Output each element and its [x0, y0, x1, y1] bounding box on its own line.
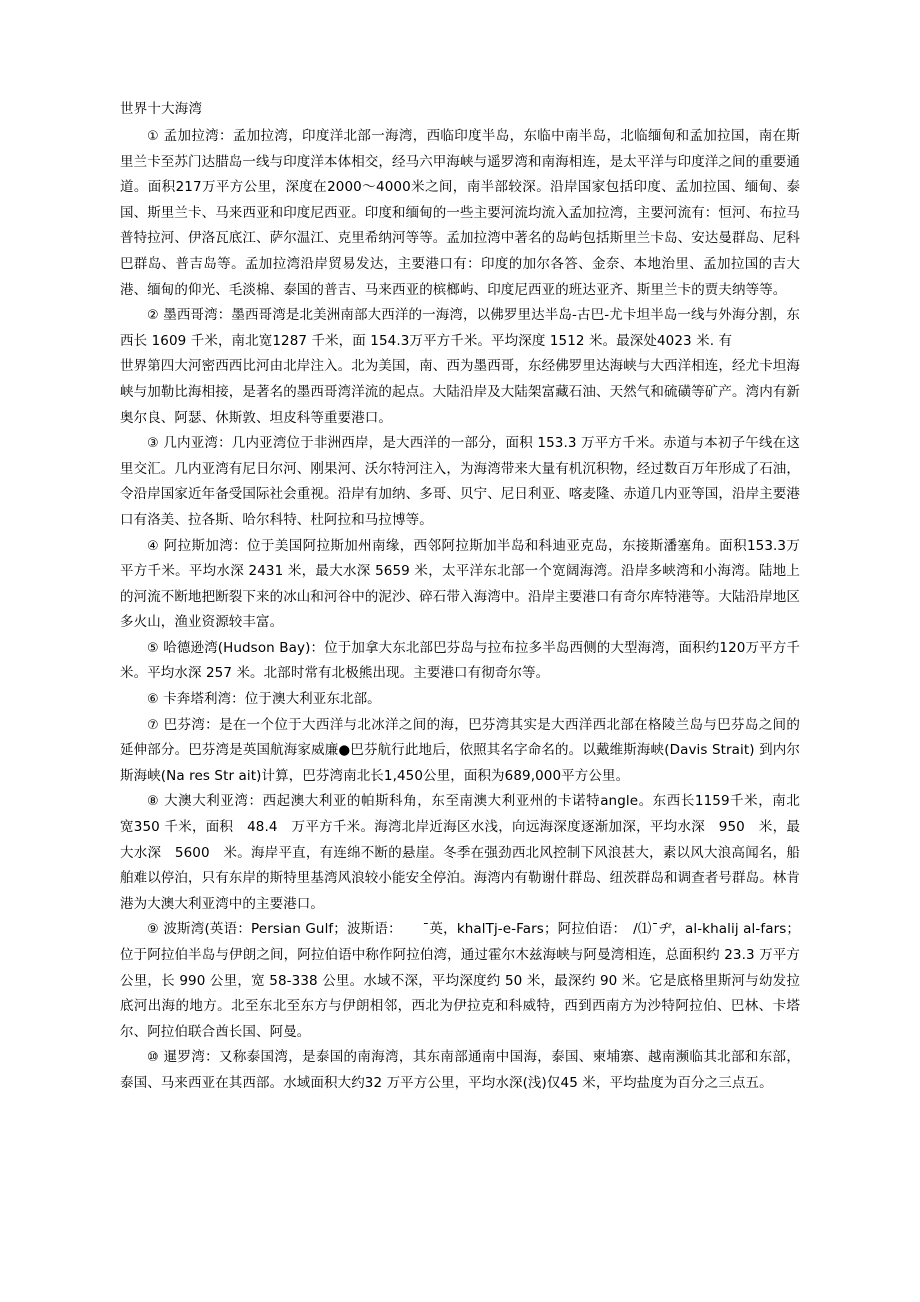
paragraph-6 [120, 636, 800, 687]
paragraph-marker-7: ⑥ [147, 692, 159, 708]
paragraph-1 [120, 124, 800, 303]
paragraph-marker-11: ⑩ [147, 1050, 159, 1066]
paragraph-marker-8: ⑦ [147, 717, 159, 733]
paragraph-text-10: 波斯湾(英语：Persian Gulf；波斯语： ˉ英，khalTj-e-Fars；阿拉伯语： /⑴ˉヂ，al-khalij al-fars；位于阿拉伯半岛与伊朗之间，阿拉伯语中称作阿拉伯湾，通过霍尔木兹海峡与阿曼湾相连，总面积约 23.3 万平方公里，长 990 公里，宽 58-338 公里。水域不深，平均深度约 50 米，最深约 90 米。它是底格里斯河与幼发拉底河出海的地方。北至东北至东方与伊朗相邻，西北为伊拉克和科威特，西到西南方为沙特阿拉伯、巴林、卡塔尔、阿拉伯联合酋长国、阿曼。 [120, 921, 800, 1040]
paragraph-marker-1: ① [147, 129, 159, 144]
paragraph-marker-9: ⑧ [147, 794, 160, 810]
paragraph-7 [120, 687, 800, 713]
paragraph-text-4: 几内亚湾：几内亚湾位于非洲西岸，是大西洋的一部分，面积 153.3 万平方千米。赤道与本初子午线在这里交汇。几内亚湾有尼日尔河、刚果河、沃尔特河注入，为海湾带来大量有机沉积物，经过数百万年形成了石油，令沿岸国家近年备受国际社会重视。沿岸有加纳、多哥、贝宁、尼日利亚、喀麦隆、赤道几内亚等国，沿岸主要港口有洛美、拉各斯、哈尔科特、杜阿拉和马拉博等。 [120, 435, 800, 528]
paragraph-text-5: 阿拉斯加湾：位于美国阿拉斯加州南缘，西邻阿拉斯加半岛和科迪亚克岛，东接斯潘塞角。面积153.3万平方千米。平均水深 2431 米，最大水深 5659 米，太平洋东北部一个宽阔海湾。沿岸多峡湾和小海湾。陆地上的河流不断地把断裂下来的冰山和河谷中的泥沙、碎石带入海湾中。沿岸主要港口有奇尔库特港等。大陆沿岸地区多火山，渔业资源较丰富。 [120, 537, 800, 631]
paragraph-text-2: 墨西哥湾：墨西哥湾是北美洲南部大西洋的一海湾，以佛罗里达半岛-古巴-尤卡坦半岛一线与外海分割，东西长 1609 千米，南北宽1287 千米，面 154.3万平方千米。平均深度 1512 米。最深处4023 米. 有 [120, 307, 800, 349]
paragraph-marker-10: ⑨ [147, 922, 159, 938]
paragraph-marker-6: ⑤ [147, 640, 159, 656]
paragraph-text-11: 暹罗湾：又称泰国湾，是泰国的南海湾，其东南部通南中国海，泰国、柬埔寨、越南濒临其北部和东部，泰国、马来西亚在其西部。水域面积大约32 万平方公里，平均水深(浅)仅45 米，平均盐度为百分之三点五。 [120, 1049, 800, 1091]
paragraph-5 [120, 534, 800, 636]
paragraph-text-7: 卡奔塔利湾：位于澳大利亚东北部。 [163, 691, 381, 708]
page-title: 世界十大海湾 [120, 101, 203, 117]
paragraph-text-1: 孟加拉湾：孟加拉湾，印度洋北部一海湾，西临印度半岛，东临中南半岛，北临缅甸和孟加拉国，南在斯里兰卡至苏门达腊岛一线与印度洋本体相交，经马六甲海峡与遥罗湾和南海相连，是太平洋与印度洋之间的重要通道。面积217万平方公里，深度在2000～4000米之间，南半部较深。沿岸国家包括印度、孟加拉国、缅甸、泰国、斯里兰卡、马来西亚和印度尼西亚。印度和缅甸的一些主要河流均流入孟加拉湾，主要河流有：恒河、布拉马普特拉河、伊洛瓦底江、萨尔温江、克里希纳河等等。孟加拉湾中著名的岛屿包括斯里兰卡岛、安达曼群岛、尼科巴群岛、普吉岛等。孟加拉湾沿岸贸易发达，主要港口有：印度的加尔各答、金奈、本地治里、孟加拉国的吉大港、缅甸的仰光、毛淡棉、泰国的普吉、马来西亚的槟榔屿、印度尼西亚的班达亚齐、斯里兰卡的贾夫纳等等。 [120, 128, 800, 298]
paragraph-text-6: 哈德逊湾(Hudson Bay)：位于加拿大东北部巴芬岛与拉布拉多半岛西侧的大型海湾，面积约120万平方千米。平均水深 257 米。北部时常有北极熊出现。主要港口有彻奇尔等。 [120, 639, 800, 682]
paragraph-text-8: 巴芬湾：是在一个位于大西洋与北冰洋之间的海，巴芬湾其实是大西洋西北部在格陵兰岛与巴芬岛之间的延伸部分。巴芬湾是英国航海家威廉●巴芬航行此地后，依照其名字命名的。以戴维斯海峡(Davis Strait) 到内尔斯海峡(Na res Str ait)计算，巴芬湾南北长1,450公里，面积为689,000平方公里。 [120, 716, 800, 784]
paragraph-text-3: 世界第四大河密西西比河由北岸注入。北为美国，南、西为墨西哥，东经佛罗里达海峡与大西洋相连，经尤卡坦海峡与加勒比海相接，是著名的墨西哥湾洋流的起点。大陆沿岸及大陆架富藏石油、天然气和硫磺等矿产。湾内有新奥尔良、阿瑟、休斯敦、坦皮科等重要港口。 [120, 358, 800, 426]
paragraph-11 [120, 1045, 800, 1096]
paragraph-marker-2: ② [147, 308, 159, 324]
paragraph-text-9: 大澳大利亚湾：西起澳大利亚的帕斯科角，东至南澳大利亚州的卡诺特angle。东西长1159千米，南北 宽350 千米，面积 48.4 万平方千米。海湾北岸近海区水浅，向远海深度逐渐加深，平均水深 950 米，最大水深 5600 米。海岸平直，有连绵不断的悬崖。冬季在强劲西北风控制下风浪甚大，素以风大浪高闻名，船舶难以停泊，只有东岸的斯特里基湾风浪较小能安全停泊。海湾内有勒谢什群岛、纽茨群岛和调查者号群岛。林肯港为大澳大利亚湾中的主要港口。 [120, 793, 814, 912]
paragraph-8 [120, 713, 800, 790]
paragraph-marker-5: ④ [147, 538, 160, 554]
paragraph-9 [120, 789, 814, 917]
paragraph-10 [120, 917, 800, 1045]
paragraph-4 [120, 431, 800, 533]
paragraph-3 [120, 354, 800, 431]
document-body [120, 96, 814, 1097]
paragraph-2 [120, 303, 800, 354]
paragraph-marker-4: ③ [147, 436, 159, 452]
